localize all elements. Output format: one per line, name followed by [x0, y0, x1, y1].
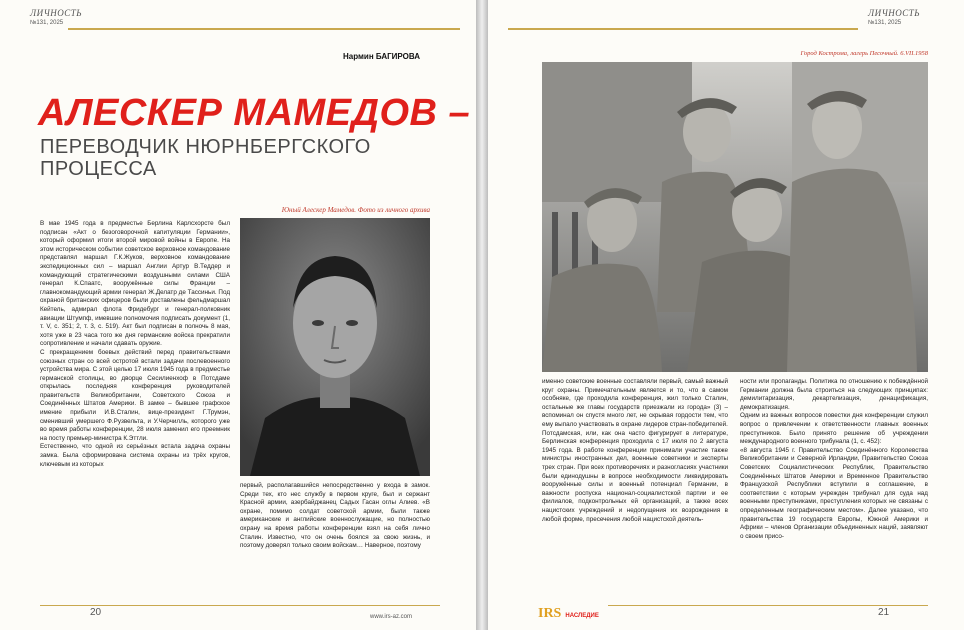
body-column-2: первый, располагавшийся непосредственно у входа в замок. Среди тех, кто нес службу в первом круге, был и сержант Красной армии, азербайджанец Садых Гасан оглы Алиев. «В охране, помимо солдат советской армии, были также американские и английские военнослужащие, но полностью охрану на время работы конференции взял на себя лично Сталин. Известно, что он очень боялся за свою жизнь, и поэтому доверял только своим войскам… Наверное, поэтому — [240, 482, 430, 550]
issue-number: №131, 2025 — [868, 20, 902, 26]
issue-number: №131, 2025 — [30, 20, 64, 26]
photo-caption: Юный Алескер Мамедов. Фото из личного архива — [281, 206, 430, 214]
spine-gutter — [476, 0, 488, 630]
page-number: 21 — [878, 607, 890, 618]
right-page — [488, 0, 964, 630]
article-title: АЛЕСКЕР МАМЕДОВ – — [38, 92, 471, 134]
section-tag: ЛИЧНОСТЬ — [30, 8, 83, 18]
logo-subtext: НАСЛЕДИЕ — [565, 613, 599, 619]
article-subtitle: ПЕРЕВОДЧИК НЮРНБЕРГСКОГО ПРОЦЕССА — [40, 136, 371, 180]
group-photo — [542, 62, 928, 372]
section-tag: ЛИЧНОСТЬ — [868, 8, 921, 18]
author-name: Нармин БАГИРОВА — [342, 52, 420, 61]
footer-rule — [40, 605, 440, 606]
photo-caption: Город Кострома, лагерь Песочный. 6.VII.1958 — [800, 50, 928, 57]
body-column-2: ности или пропаганды. Политика по отношению к побеждённой Германии должна была строиться на следующих принципах: демилитаризация, декартелизация, денацификация, демократизация. Одним из важных вопросов повестки дня конференции служил вопрос о привлечении к ответственности главных военных преступников. Было принято решение об учреждении международного военного трибунала (1, с. 452): «8 августа 1945 г. Правительство Соединённого Королевства Великобритании и Северной Ирландии, Правительство Союза Советских Социалистических Республик, Правительство Соединённых Штатов Америки и Временное Правительство Французской Республики вступили в соглашение, в соответствии с которым учрежден трибунал для суда над военными преступниками, преступления которых не связаны с определенным географическим местом». Далее указано, что правительства 19 государств Европы, Южной Америки и Африки – членов Организации объединенных наций, заявляют о своем присо- — [740, 378, 928, 540]
site-url: www.irs-az.com — [370, 614, 413, 620]
body-column-1: именно советские военные составляли первый, самый важный круг охраны. Примечательным является и то, что в самом особняке, где проходила конференция, жил только Сталин, остальные же главы государств приезжали из города» (3) – вспоминал он спустя много лет, не скрывая гордости тем, что ему выпало участвовать в охране лидеров стран-победителей. Потсдамская, или, как она часто фигурирует в литературе, Берлинская конференция проходила с 17 июля по 2 августа 1945 года. В работе конференции принимали участие также министры иностранных дел, военные советники и эксперты трех стран. При всех противоречиях и разногласиях участники были единодушны в вопросе необходимости ликвидировать вооружённые силы и военный потенциал Германии, в важности роспуска национал-социалистской партии и ее филиалов, подконтрольных ей организаций, а также всех нацистских учреждений и недопущения их возрождения в любой форме, пресечения любой нацистской деятель- — [542, 378, 728, 523]
body-column-1: В мае 1945 года в предместье Берлина Карлсхорсте был подписан «Акт о безоговорочной капитуляции Германии», который оформил итоги второй мировой войны в Европе. На этом историческом событии советское верховное командование представлял маршал Г.К.Жуков, верховное командование экспедиционных сил – маршал Англии Артур В.Теддер и командующий стратегическими воздушными силами США генерал К.Спаатс, вооружённые силы Франции – главнокомандующий армии генерал Ж.Делатр де Тассиньи. Под охраной британских офицеров были доставлены фельдмаршал Кейтель, адмирал флота Фридебург и генерал-полковник авиации Штумпф, имевшие полномочия подписать документ (1, т. V, с. 351; 2, т. 3, с. 519). Акт был подписан в полночь 8 мая, хотя уже в 23 часа того же дня германские войска прекратили сопротивление и начали сдавать оружие. С прекращением боевых действий перед правительствами союзных стран со всей остротой встали задачи послевоенного устройства мира. С этой целью 17 июля 1945 года в предместье германской столицы, во дворце Сесилиенхоф в Потсдаме открылась последняя конференция руководителей правительств Великобритании, Советского Союза и Соединённых Штатов Америки. В замке – бывшее графское имение прибыли И.В.Сталин, вице-президент Г.Трумэн, сменивший умершего Ф.Рузвельта, и У.Черчилль, которого уже во время работы конференции, 28 июля заменил его преемник на посту премьер-министра К.Эттли. Естественно, что одной из серьёзных встала задача охраны замка. Была сформирована система охраны из трёх кругов, ключевым из которых — [40, 220, 230, 468]
left-page — [0, 0, 476, 630]
header-rule — [68, 28, 460, 30]
irs-logo — [538, 604, 599, 622]
header-rule — [508, 28, 858, 30]
logo-mark: IRS — [538, 606, 562, 621]
page-number: 20 — [90, 607, 102, 618]
footer-rule — [608, 605, 928, 606]
portrait-photo — [240, 218, 430, 476]
